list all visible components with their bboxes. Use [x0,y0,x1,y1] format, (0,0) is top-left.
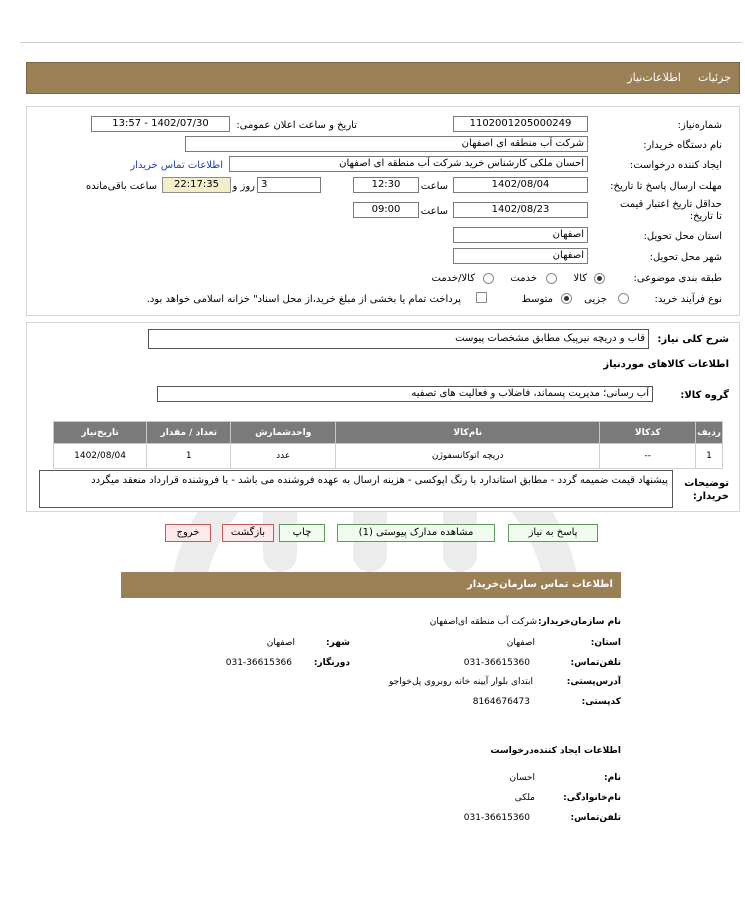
org-label: نام سازمان‌خریدار: [537,617,621,627]
buyer-contact-link[interactable]: اطلاعات تماس خریدار [130,160,223,171]
cell-date: 1402/08/04 [54,444,147,469]
buyer-org-label: نام دستگاه خریدار: [643,140,722,151]
validity-label-1: حداقل تاریخ اعتبار قیمت [619,199,722,210]
col-date: تاریخ‌نیاز [54,422,147,444]
province-label: استان محل تحویل: [643,231,722,242]
remaining-label: ساعت باقی‌مانده [85,181,157,192]
exit-button[interactable]: خروج [165,524,211,542]
top-divider [20,42,742,43]
fax-value: 031-36615366 [225,658,292,668]
validity-label-2: تا تاریخ: [689,211,722,222]
creator-family-value: ملکی [514,793,535,803]
contact-phone-label: تلفن‌تماس: [570,658,621,668]
group-label: گروه کالا: [680,390,729,401]
creator-phone-value: 031-36615360 [463,813,530,823]
col-row: ردیف [696,422,723,444]
back-button[interactable]: بازگشت [222,524,274,542]
cell-unit: عدد [231,444,336,469]
buyer-notes-field: پیشنهاد قیمت ضمیمه گردد - مطابق استاندارد با رنگ اپوکسی - هزینه ارسال به عهده فروشنده می باشد - با فروشنده قرارداد منعقد میگردد [39,470,673,508]
tab-details[interactable]: جزئیات [698,71,731,84]
city-field: اصفهان [453,248,588,264]
address-label: آدرس‌پستی: [566,677,621,687]
deadline-date-field: 1402/08/04 [453,177,588,193]
category-service-label: خدمت [510,273,537,284]
deadline-time-label: ساعت [420,181,448,192]
process-partial-label: جزیی [584,294,607,305]
announce-label: تاریخ و ساعت اعلان عمومی: [236,120,357,131]
treasury-payment-checkbox[interactable] [476,292,487,303]
process-medium-label: متوسط [521,294,553,305]
province-field: اصفهان [453,227,588,243]
validity-date-field: 1402/08/23 [453,202,588,218]
postal-label: کدپستی: [581,697,621,707]
fax-label: دورنگار: [313,658,350,668]
org-value: شرکت آب منطقه ای‌اصفهان [429,617,537,627]
deadline-time-field: 12:30 [353,177,419,193]
process-medium-radio[interactable] [561,293,572,304]
contact-header [121,572,621,598]
page-header [26,62,740,94]
validity-time-field: 09:00 [353,202,419,218]
creator-phone-label: تلفن‌تماس: [570,813,621,823]
address-value: ابتدای بلوار آیینه خانه روبروی پل‌خواجو [389,677,533,687]
category-label: طبقه بندی موضوعی: [633,273,722,284]
cell-qty: 1 [147,444,231,469]
group-field: آب رسانی؛ مدیریت پسماند، فاضلاب و فعالیت های تصفیه [157,386,653,402]
cell-code: -- [600,444,696,469]
col-name: نام‌کالا [336,422,600,444]
creator-title: اطلاعات ایجاد کننده‌درخواست [490,746,621,756]
requester-field: احسان ملکی کارشناس خرید شرکت آب منطقه ای اصفهان [229,156,588,172]
contact-city-value: اصفهان [266,638,295,648]
need-number-label: شماره‌نیاز: [677,120,722,131]
cell-name: دریچه اتوکانسفوژن [336,444,600,469]
days-field: 3 [257,177,321,193]
process-label: نوع فرآیند خرید: [654,294,722,305]
contact-phone-value: 031-36615360 [463,658,530,668]
buyer-org-field: شرکت آب منطقه ای اصفهان [185,136,588,152]
contact-province-value: اصفهان [506,638,535,648]
col-qty: تعداد / مقدار [147,422,231,444]
category-goods-radio[interactable] [594,273,605,284]
desc-field: قاب و دریچه نیرپیک مطابق مشخصات پیوست [148,329,649,349]
category-goods-service-radio[interactable] [483,273,494,284]
city-label: شهر محل تحویل: [649,252,722,263]
table-row [54,444,723,469]
category-goods-service-label: کالا/خدمت [431,273,475,284]
deadline-label: مهلت ارسال پاسخ تا تاریخ: [610,181,722,192]
items-table-header [54,422,723,444]
payment-note: پرداخت تمام یا بخشی از مبلغ خرید،از محل اسناد" خزانه اسلامی خواهد بود. [146,294,461,305]
col-unit: واحدشمارش [231,422,336,444]
category-service-radio[interactable] [546,273,557,284]
desc-label: شرح کلی نیاز: [657,334,729,345]
view-attachments-button[interactable]: مشاهده مدارک پیوستی (1) [337,524,495,542]
cell-row: 1 [696,444,723,469]
col-code: کدکالا [600,422,696,444]
need-number-field: 1102001205000249 [453,116,588,132]
process-partial-radio[interactable] [618,293,629,304]
validity-time-label: ساعت [420,206,448,217]
contact-city-label: شهر: [326,638,350,648]
goods-info-title: اطلاعات کالاهای موردنیاز [603,359,729,370]
requester-label: ایجاد کننده درخواست: [629,160,722,171]
creator-name-value: احسان [509,773,535,783]
reply-button[interactable]: پاسخ به نیاز [508,524,598,542]
tab-need-info[interactable]: اطلاعات‌نیاز [627,71,681,84]
creator-name-label: نام: [604,773,621,783]
creator-family-label: نام‌خانوادگی: [563,793,621,803]
contact-province-label: استان: [590,638,621,648]
print-button[interactable]: چاپ [279,524,325,542]
announce-field: 1402/07/30 - 13:57 [91,116,230,132]
buyer-notes-label: توضیحات خریدار: [684,478,729,502]
postal-value: 8164676473 [472,697,530,707]
items-table [53,421,723,469]
remaining-time-field: 22:17:35 [162,177,231,193]
category-goods-label: کالا [573,273,587,284]
contact-title: اطلاعات تماس سازمان‌خریدار [466,579,613,590]
days-label: روز و [232,181,255,192]
